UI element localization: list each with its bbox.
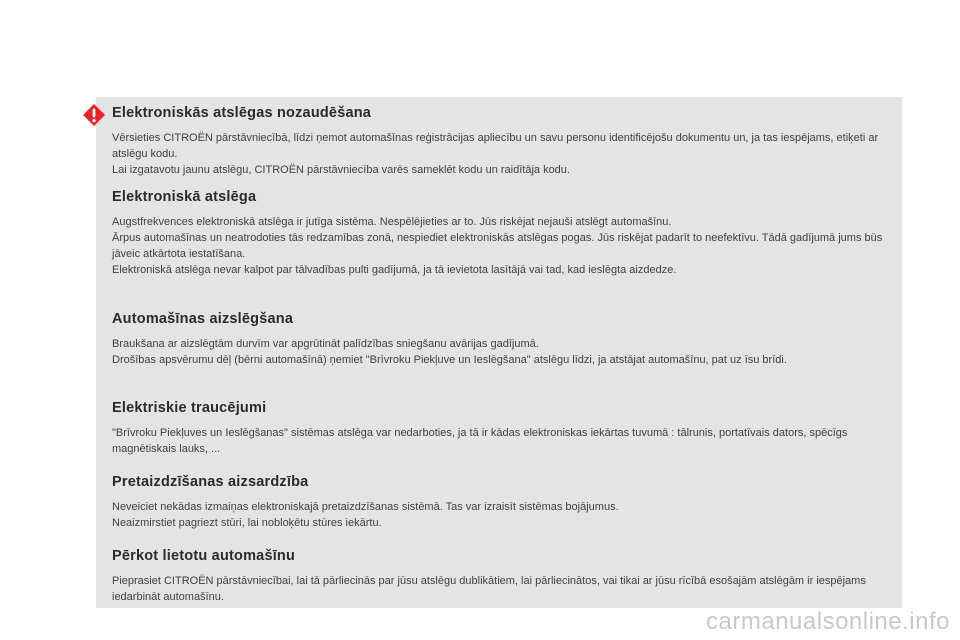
- section-paragraph: Augstfrekvences elektroniskā atslēga ir jutīga sistēma. Nespēlējieties ar to. Jūs riskējat nejauši atslēgt automašīnu.: [112, 216, 672, 228]
- section-lost-key: [112, 104, 892, 178]
- section-heading: Elektriskie traucējumi: [112, 400, 267, 416]
- warning-icon: [82, 103, 106, 127]
- section-paragraph: Neveiciet nekādas izmaiņas elektroniskajā pretaizdzīšanas sistēmā. Tas var izraisīt sistēmas bojājumus.: [112, 501, 619, 513]
- section-paragraph: Neaizmirstiet pagriezt stūri, lai nobloķētu stūres iekārtu.: [112, 517, 382, 529]
- section-electronic-key: [112, 188, 892, 278]
- watermark-logo: carmanualsonline.info: [706, 608, 950, 635]
- section-paragraph: Lai izgatavotu jaunu atslēgu, CITROËN pārstāvniecība varēs sameklēt kodu un raidītāja kodu.: [112, 164, 570, 176]
- section-paragraph: Vērsieties CITROËN pārstāvniecībā, līdzi ņemot automašīnas reģistrācijas apliecību un savu personu identificējošu dokumentu un, ja tas iespējams, etiķeti ar atslēgu kodu.: [112, 132, 879, 160]
- section-paragraph: Drošības apsvērumu dēļ (bērni automašīnā) ņemiet "Brīvroku Piekļuve un Ieslēgšana" atslēgu līdzi, ja atstājat automašīnu, pat uz īsu brīdi.: [112, 354, 787, 366]
- section-paragraph: Elektroniskā atslēga nevar kalpot par tālvadības pulti gadījumā, ja tā ievietota lasītājā vai tad, kad ieslēgta aizdedze.: [112, 264, 677, 276]
- section-paragraph: Ārpus automašīnas un neatrodoties tās redzamības zonā, nespiediet elektroniskās atslēgas pogas. Jūs riskējat padarīt to neefektīvu. Tādā gadījumā jums būs jāveic atkārtota iestatīšana.: [112, 232, 883, 260]
- section-used-vehicle: [112, 547, 892, 605]
- section-electrical-interference: [112, 399, 892, 457]
- section-heading: Automašīnas aizslēgšana: [112, 311, 294, 327]
- section-heading: Elektroniskā atslēga: [112, 189, 257, 205]
- section-paragraph: "Brīvroku Piekļuves un Ieslēgšanas" sistēmas atslēga var nedarboties, ja tā ir kādas elektroniskas iekārtas tuvumā : tālrunis, portatīvais dators, spēcīgs magnētiskais lauks, ...: [112, 427, 848, 455]
- section-heading: Pērkot lietotu automašīnu: [112, 548, 296, 564]
- section-paragraph: Braukšana ar aizslēgtām durvīm var apgrūtināt palīdzības sniegšanu avārijas gadījumā.: [112, 338, 539, 350]
- section-heading: Pretaizdzīšanas aizsardzība: [112, 474, 309, 490]
- notice-content: [112, 104, 892, 605]
- section-paragraph: Pieprasiet CITROËN pārstāvniecībai, lai tā pārliecinās par jūsu atslēgu dublikātiem, lai pārliecinātos, vai tikai ar jūsu rīcībā esošajām atslēgām ir iespējams iedarbināt automašīnu.: [112, 575, 866, 603]
- section-vehicle-locking: [112, 310, 892, 368]
- section-anti-theft: [112, 473, 892, 531]
- section-heading: Elektroniskās atslēgas nozaudēšana: [112, 105, 372, 121]
